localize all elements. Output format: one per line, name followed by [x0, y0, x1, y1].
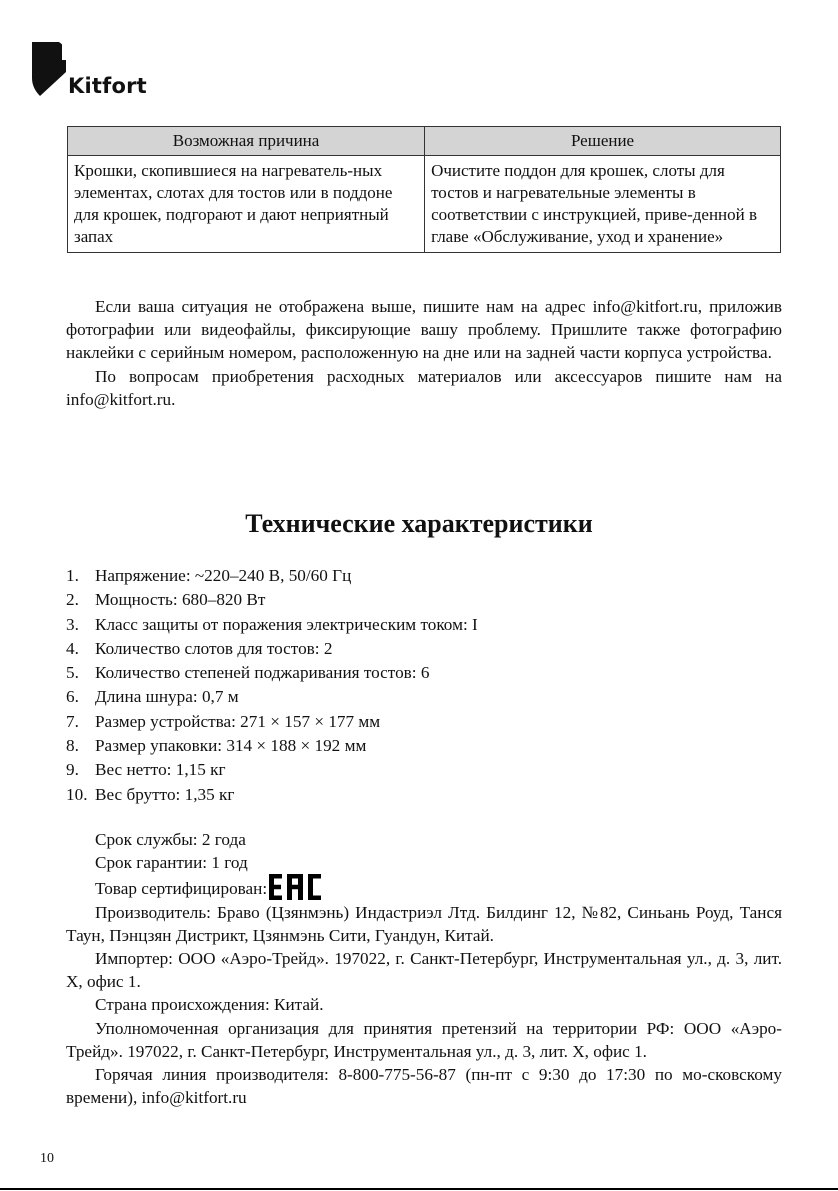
spec-item — [66, 734, 782, 758]
spec-item — [66, 613, 782, 637]
page-number: 10 — [40, 1151, 54, 1166]
importer: Импортер: ООО «Аэро-Трейд». 197022, г. Санкт-Петербург, Инструментальная ул., д. 3, лит. Х, офис 1. — [66, 949, 782, 992]
spec-item — [66, 685, 782, 709]
spec-list — [66, 564, 782, 807]
spec-item — [66, 661, 782, 685]
spec-text: Длина шнура: 0,7 м — [95, 687, 239, 707]
spec-item — [66, 710, 782, 734]
spec-item — [66, 588, 782, 612]
accessories-paragraph: По вопросам приобретения расходных материалов или аксессуаров пишите нам на info@kitfort.ru. — [66, 366, 782, 409]
spec-item — [66, 783, 782, 807]
spec-number: 7. — [66, 711, 79, 731]
eac-certification-icon — [269, 874, 325, 900]
cause-cell: Крошки, скопившиеся на нагреватель-ных элементах, слотах для тостов или в поддоне для крошек, подгорают и дают неприятный запах — [68, 156, 425, 253]
spec-number: 3. — [66, 614, 79, 634]
brand-name: Kitfort — [68, 74, 147, 98]
bottom-rule — [0, 1188, 838, 1190]
spec-text: Мощность: 680–820 Вт — [95, 590, 266, 610]
authorized-organization: Уполномоченная организация для принятия претензий на территории РФ: ООО «Аэро-Трейд». 197022, г. Санкт-Петербург, Инструментальная ул., д. 3, лит. Х, офис 1. — [66, 1018, 782, 1061]
spec-text: Количество степеней поджаривания тостов: 6 — [95, 663, 430, 683]
spec-number: 10. — [66, 784, 88, 804]
spec-number: 8. — [66, 736, 79, 756]
hotline: Горячая линия производителя: 8-800-775-56-87 (пн-пт с 9:30 до 17:30 по мо-сковскому времени), info@kitfort.ru — [66, 1065, 782, 1108]
spec-number: 6. — [66, 687, 79, 707]
spec-number: 5. — [66, 663, 79, 683]
spec-number: 4. — [66, 638, 79, 658]
warranty: Срок гарантии: 1 год — [95, 853, 248, 873]
spec-item — [66, 564, 782, 588]
manufacturer: Производитель: Браво (Цзянмэнь) Индастриэл Лтд. Билдинг 12, №82, Синьань Роуд, Танся Таун, Пэнцзян Дистрикт, Цзянмэнь Сити, Гуандун, Китай. — [66, 902, 782, 945]
kitfort-logo — [32, 42, 172, 98]
spec-text: Вес нетто: 1,15 кг — [95, 760, 226, 780]
spec-text: Вес брутто: 1,35 кг — [95, 784, 235, 804]
table-header-row — [68, 127, 781, 156]
spec-text: Размер устройства: 271 × 157 × 177 мм — [95, 711, 381, 731]
section-title: Технические характеристики — [245, 509, 593, 538]
info-section — [66, 828, 782, 1109]
spec-number: 2. — [66, 590, 79, 610]
spec-number: 1. — [66, 566, 79, 585]
spec-item — [66, 758, 782, 782]
certification-line — [66, 874, 782, 900]
spec-text: Напряжение: ~220–240 В, 50/60 Гц — [95, 566, 352, 585]
header-solution: Решение — [425, 127, 781, 156]
spec-text: Размер упаковки: 314 × 188 × 192 мм — [95, 736, 367, 756]
contact-section — [66, 295, 782, 411]
kitfort-logo-icon — [32, 42, 72, 98]
country-of-origin: Страна происхождения: Китай. — [95, 995, 324, 1015]
solution-cell: Очистите поддон для крошек, слоты для тостов и нагревательные элементы в соответствии с инструкцией, приве-денной в главе «Обслуживание, уход и хранение» — [425, 156, 781, 253]
service-life: Срок службы: 2 года — [95, 830, 246, 849]
spec-text: Класс защиты от поражения электрическим током: I — [95, 614, 478, 634]
header-cause: Возможная причина — [68, 127, 425, 156]
table-row — [68, 156, 781, 253]
spec-item — [66, 637, 782, 661]
troubleshooting-table — [67, 126, 781, 253]
spec-text: Количество слотов для тостов: 2 — [95, 638, 333, 658]
certified-label: Товар сертифицирован: — [95, 879, 268, 899]
spec-number: 9. — [66, 760, 79, 780]
contact-paragraph: Если ваша ситуация не отображена выше, пишите нам на адрес info@kitfort.ru, приложив фотографии или видеофайлы, фиксирующие вашу проблему. Пришлите также фотографию наклейки с серийным номером, расположенную на дне или на задней части корпуса устройства. — [66, 297, 782, 363]
